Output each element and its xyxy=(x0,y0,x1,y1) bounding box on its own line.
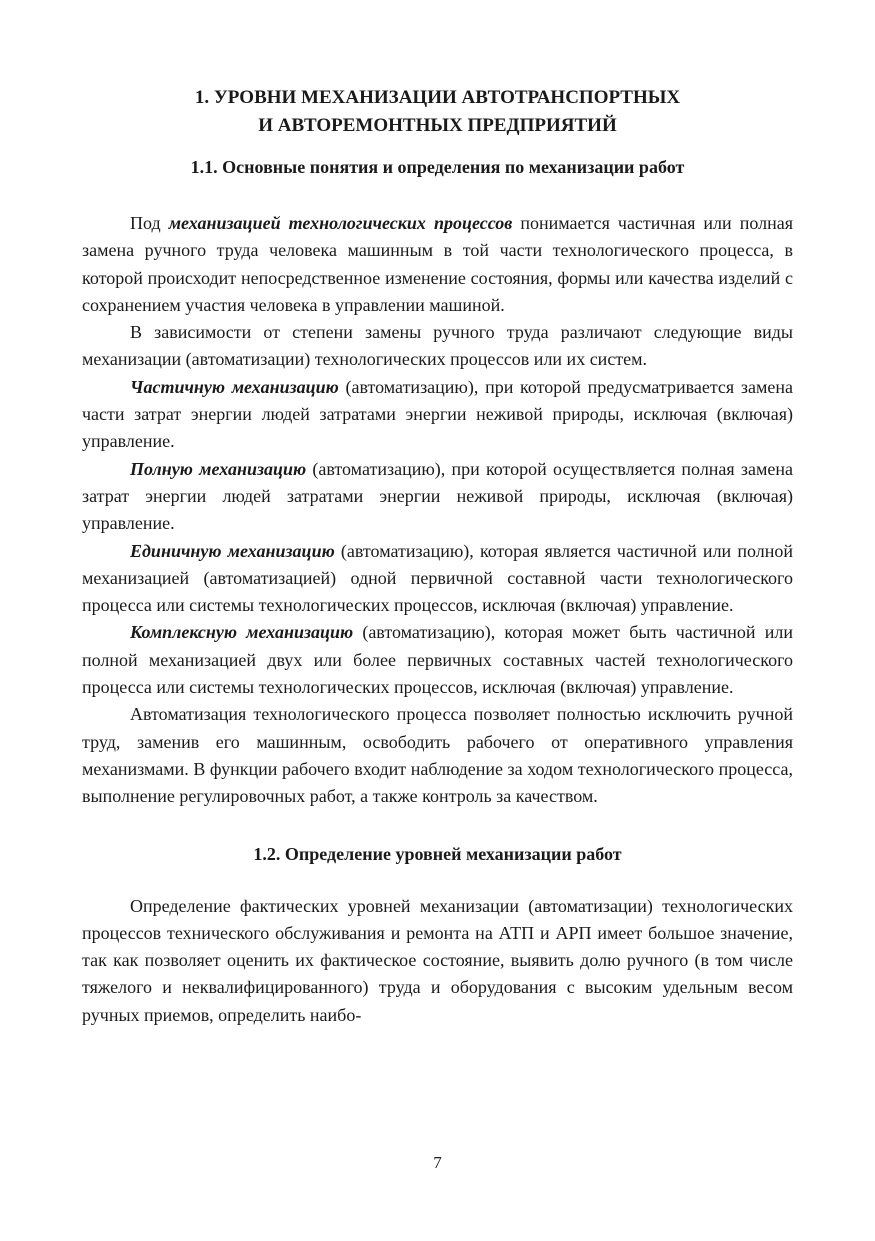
term-definition: Частичную механизацию xyxy=(130,376,339,397)
paragraph: Автоматизация технологического процесса позволяет полностью исключить ручной труд, заменив его машинным, освободить рабочего от оперативного управления механизмами. В функции рабочего входит наблюдение за ходом технологического процесса, выполнение регулировочных работ, а также контроль за качеством. xyxy=(82,704,793,807)
term-definition: Единичную механизацию xyxy=(130,540,335,561)
chapter-title xyxy=(82,84,793,140)
term-definition: механизацией технологических процессов xyxy=(168,213,513,233)
paragraph-text: (автоматизацию), при которой осуществляется полная замена затрат энергии людей затратами энергии неживой природы, исключая (включая) управление. xyxy=(82,458,794,534)
section-1-body xyxy=(82,210,793,811)
paragraph xyxy=(82,538,793,620)
term-definition: Полную механизацию xyxy=(130,458,307,479)
paragraph xyxy=(82,456,793,538)
paragraph-text: (автоматизацию), при которой предусматривается замена части затрат энергии людей затратами энергии неживой природы, исключая (включая) управление. xyxy=(82,376,793,452)
paragraph-text: Под xyxy=(130,213,169,233)
paragraph: Определение фактических уровней механизации (автоматизации) технологических процессов технического обслуживания и ремонта на АТП и АРП имеет большое значение, так как позволяет оценить их фактическое состояние, выявить долю ручного (в том числе тяжелого и неквалифицированного) труда и оборудования с высоким удельным весом ручных приемов, определить наибо- xyxy=(82,895,793,1025)
section-2-title: 1.2. Определение уровней механизации работ xyxy=(253,843,622,864)
section-1-title: 1.1. Основные понятия и определения по механизации работ xyxy=(190,157,685,177)
chapter-title-line-1: 1. УРОВНИ МЕХАНИЗАЦИИ АВТОТРАНСПОРТНЫХ xyxy=(194,87,681,108)
paragraph xyxy=(82,210,793,319)
paragraph xyxy=(82,374,793,456)
page-number: 7 xyxy=(433,1153,442,1172)
paragraph-text: (автоматизацию), которая может быть частичной или полной механизацией двух или более первичных составных частей технологического процесса или системы технологических процессов, исключая (включая) управление. xyxy=(82,622,793,698)
paragraph-text: (автоматизацию), которая является частичной или полной механизацией (автоматизацией) одной первичной составной части технологического процесса или системы технологических процессов, исключая (включая) управление. xyxy=(82,540,793,616)
paragraph xyxy=(82,619,793,701)
term-definition: Комплексную механизацию xyxy=(130,622,354,643)
chapter-title-line-2: И АВТОРЕМОНТНЫХ ПРЕДПРИЯТИЙ xyxy=(258,115,617,136)
section-2-body xyxy=(82,893,793,1029)
paragraph-text: понимается частичная или полная замена ручного труда человека машинным в той части технологического процесса, в которой происходит непосредственное изменение состояния, формы или качества изделий с сохранением участия человека в управлении машиной. xyxy=(82,213,793,315)
paragraph: В зависимости от степени замены ручного труда различают следующие виды механизации (автоматизации) технологических процессов или их систем. xyxy=(82,322,793,370)
